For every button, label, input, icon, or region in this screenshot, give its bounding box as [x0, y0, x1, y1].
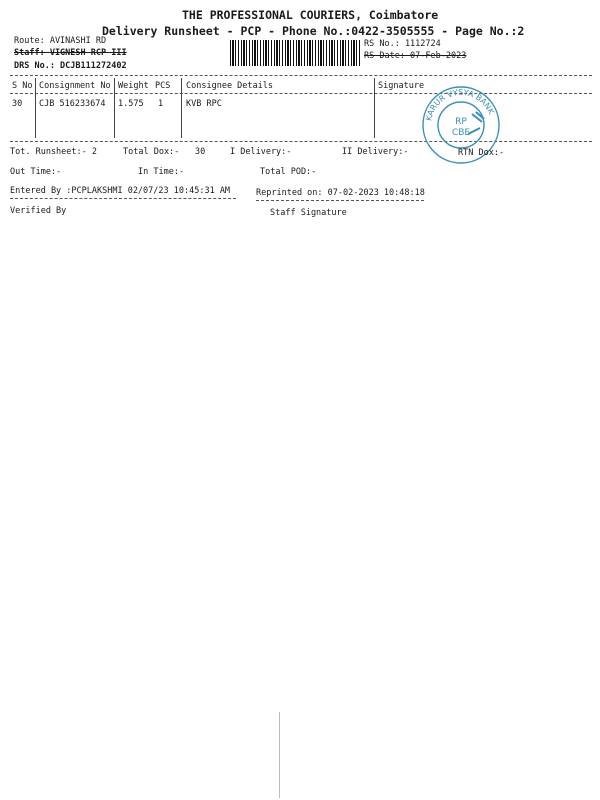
- total-dox-value: 30: [195, 147, 206, 157]
- reprinted-on: Reprinted on: 07-02-2023 10:48:18: [256, 188, 425, 198]
- column-divider: [374, 78, 375, 138]
- column-divider: [35, 78, 36, 138]
- cell-consignee: KVB RPC: [186, 99, 222, 109]
- entered-by-rule: [10, 198, 236, 199]
- route-label: Route: AVINASHI RD: [14, 36, 107, 46]
- cell-weight: 1.575: [118, 99, 144, 109]
- rtn-dox: RTN Dox:-: [458, 148, 505, 158]
- drs-number: DRS No.: DCJB111272402: [14, 61, 127, 71]
- scan-artifact-line: [279, 712, 280, 798]
- stamp-center-line2: CBE: [451, 128, 471, 138]
- rs-number: RS No.: 1112724: [364, 39, 441, 49]
- cell-consignment-no: CJB 516233674: [39, 99, 106, 109]
- table-bottom-rule: [10, 141, 592, 142]
- barcode: [230, 40, 362, 66]
- company-name: THE PROFESSIONAL COURIERS, Coimbatore: [182, 8, 439, 22]
- table-header-rule: [10, 93, 592, 94]
- staff-signature: Staff Signature: [270, 208, 347, 218]
- header-signature: Signature: [378, 81, 425, 91]
- column-divider: [114, 78, 115, 138]
- verified-by: Verified By: [10, 206, 67, 216]
- staff-label: Staff: VIGNESH RCP III: [14, 48, 127, 58]
- reprinted-rule: [256, 200, 424, 201]
- ii-delivery: II Delivery:-: [342, 147, 409, 157]
- cell-pcs: 1: [158, 99, 164, 109]
- header-weight: Weight: [118, 81, 149, 91]
- rs-date: RS Date: 07-Feb-2023: [364, 51, 467, 61]
- i-delivery: I Delivery:-: [230, 147, 292, 157]
- cell-s-no: 30: [12, 99, 23, 109]
- header-consignee-details: Consignee Details: [186, 81, 273, 91]
- stamp-center-line1: RP: [455, 117, 467, 127]
- table-top-rule: [10, 75, 592, 76]
- header-consignment-no: Consignment No: [39, 81, 111, 91]
- total-pod: Total POD:-: [260, 167, 317, 177]
- stamp-ring-text: KARUR VYSYA BANK: [424, 87, 496, 122]
- out-time: Out Time:-: [10, 167, 62, 177]
- in-time: In Time:-: [138, 167, 185, 177]
- header-pcs: PCS: [155, 81, 171, 91]
- header-s-no: S No: [12, 81, 33, 91]
- runsheet-title: Delivery Runsheet - PCP - Phone No.:0422-3505555 - Page No.:2: [102, 24, 525, 38]
- total-dox-label: Total Dox:-: [123, 147, 180, 157]
- entered-by: Entered By :PCPLAKSHMI 02/07/23 10:45:31 AM: [10, 186, 231, 196]
- tot-runsheet: Tot. Runsheet:- 2: [10, 147, 97, 157]
- column-divider: [181, 78, 182, 138]
